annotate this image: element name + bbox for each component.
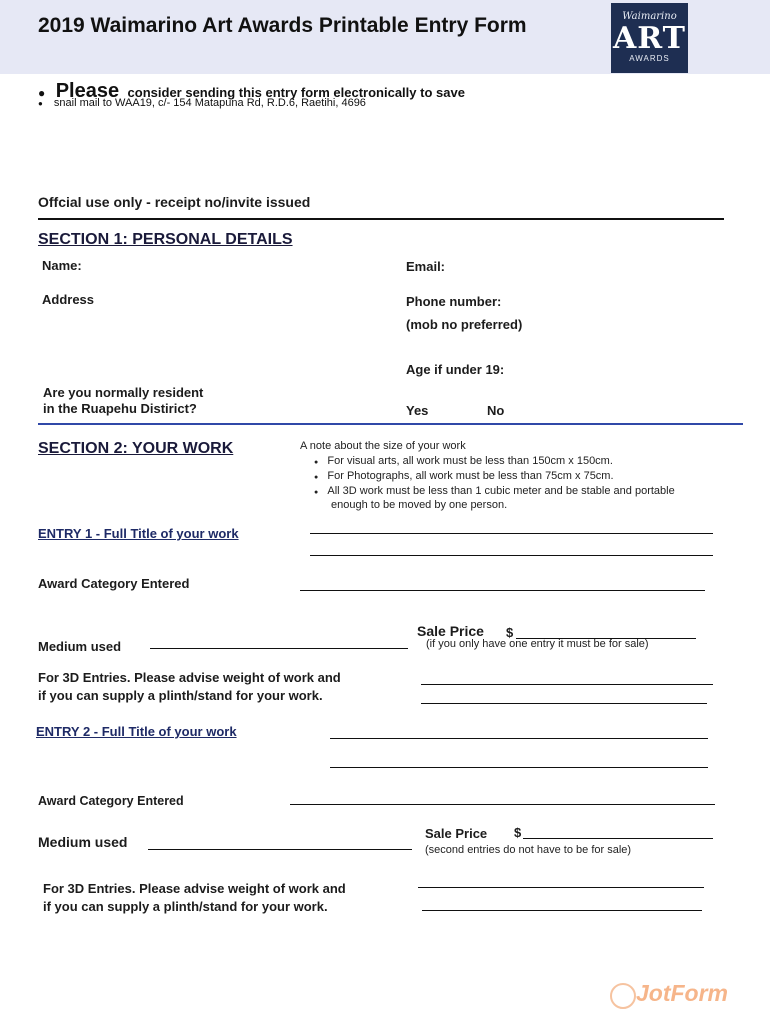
entry2-title-label: ENTRY 2 - Full Title of your work xyxy=(36,724,237,739)
age-label: Age if under 19: xyxy=(406,362,505,377)
entry2-category-label: Award Category Entered xyxy=(38,794,184,808)
bullet-dot-icon: ● xyxy=(38,99,43,108)
entry2-medium-line[interactable] xyxy=(148,849,412,850)
entry2-sale-label: Sale Price xyxy=(425,826,488,841)
resident-no[interactable]: No xyxy=(487,403,505,418)
intro-please: Please xyxy=(55,80,120,102)
entry1-title-label: ENTRY 1 - Full Title of your work xyxy=(38,526,239,541)
entry1-medium-label: Medium used xyxy=(38,639,122,654)
logo-line3: AWARDS xyxy=(629,54,670,63)
size-note-item: ● For Photographs, all work must be less than 75cm x 75cm. xyxy=(314,470,614,482)
logo-line2: ART xyxy=(612,21,686,56)
entry2-medium-label: Medium used xyxy=(38,834,128,850)
entry2-3d-line-2[interactable] xyxy=(422,910,702,911)
jotform-watermark: JotForm xyxy=(636,980,728,1006)
bullet-dot-icon: ● xyxy=(314,459,319,466)
entry2-3d-line2: if you can supply a plinth/stand for your work. xyxy=(43,899,328,914)
bullet-dot-icon: ● xyxy=(314,474,319,481)
section1-heading: SECTION 1: PERSONAL DETAILS xyxy=(38,231,293,248)
address-label: Address xyxy=(42,292,95,307)
entry2-currency: $ xyxy=(514,825,522,840)
size-note-item: ● All 3D work must be less than 1 cubic meter and be stable and portable xyxy=(314,485,675,497)
intro-text: consider sending this entry form electronically to save xyxy=(127,85,465,100)
entry1-title-line-2[interactable] xyxy=(310,555,713,556)
entry1-3d-line-2[interactable] xyxy=(421,703,707,704)
entry2-title-line-1[interactable] xyxy=(330,738,708,739)
official-use-label: Offcial use only - receipt no/invite issued xyxy=(38,194,311,210)
mob-label: (mob no preferred) xyxy=(406,317,523,332)
waimarino-art-awards-logo xyxy=(611,3,688,73)
entry2-3d-line1: For 3D Entries. Please advise weight of work and xyxy=(43,881,346,896)
entry1-currency: $ xyxy=(506,625,514,640)
intro-address: snail mail to WAA19, c/- 154 Matapuna Rd, R.D.6, Raetihi, 4696 xyxy=(53,97,366,109)
jotform-logo-icon xyxy=(610,983,636,1009)
bullet-dot-icon: ● xyxy=(38,86,46,100)
logo-line1: Waimarino xyxy=(622,11,677,22)
entry2-3d-line-1[interactable] xyxy=(418,887,704,888)
entry1-sale-label: Sale Price xyxy=(417,623,484,639)
entry1-category-line[interactable] xyxy=(300,590,705,591)
resident-yes[interactable]: Yes xyxy=(406,403,429,418)
size-note-item: ● For visual arts, all work must be less than 150cm x 150cm. xyxy=(314,455,613,467)
entry1-3d-line2: if you can supply a plinth/stand for your work. xyxy=(38,688,323,703)
phone-label: Phone number: xyxy=(406,294,502,309)
intro-bullet-2 xyxy=(38,97,366,109)
size-note-title: A note about the size of your work xyxy=(300,440,466,452)
entry2-title-line-2[interactable] xyxy=(330,767,708,768)
entry2-category-line[interactable] xyxy=(290,804,715,805)
entry1-title-line-1[interactable] xyxy=(310,533,713,534)
email-label: Email: xyxy=(406,259,446,274)
resident-label-1: Are you normally resident xyxy=(43,385,204,400)
official-use-line[interactable] xyxy=(38,218,724,220)
entry1-medium-line[interactable] xyxy=(150,648,408,649)
resident-label-2: in the Ruapehu Distirict? xyxy=(43,401,197,416)
entry1-3d-line-1[interactable] xyxy=(421,684,713,685)
size-note-item-cont: enough to be moved by one person. xyxy=(331,499,508,511)
section1-divider xyxy=(38,423,743,425)
entry2-sale-line[interactable] xyxy=(523,838,713,839)
entry2-sale-note: (second entries do not have to be for sale) xyxy=(425,844,632,856)
section2-heading: SECTION 2: YOUR WORK xyxy=(38,440,234,457)
page-title: 2019 Waimarino Art Awards Printable Entry Form xyxy=(38,14,527,37)
name-label: Name: xyxy=(42,258,82,273)
entry1-category-label: Award Category Entered xyxy=(38,576,190,591)
entry1-sale-note: (if you only have one entry it must be for sale) xyxy=(426,638,649,650)
bullet-dot-icon: ● xyxy=(314,489,319,496)
entry1-3d-line1: For 3D Entries. Please advise weight of work and xyxy=(38,670,341,685)
